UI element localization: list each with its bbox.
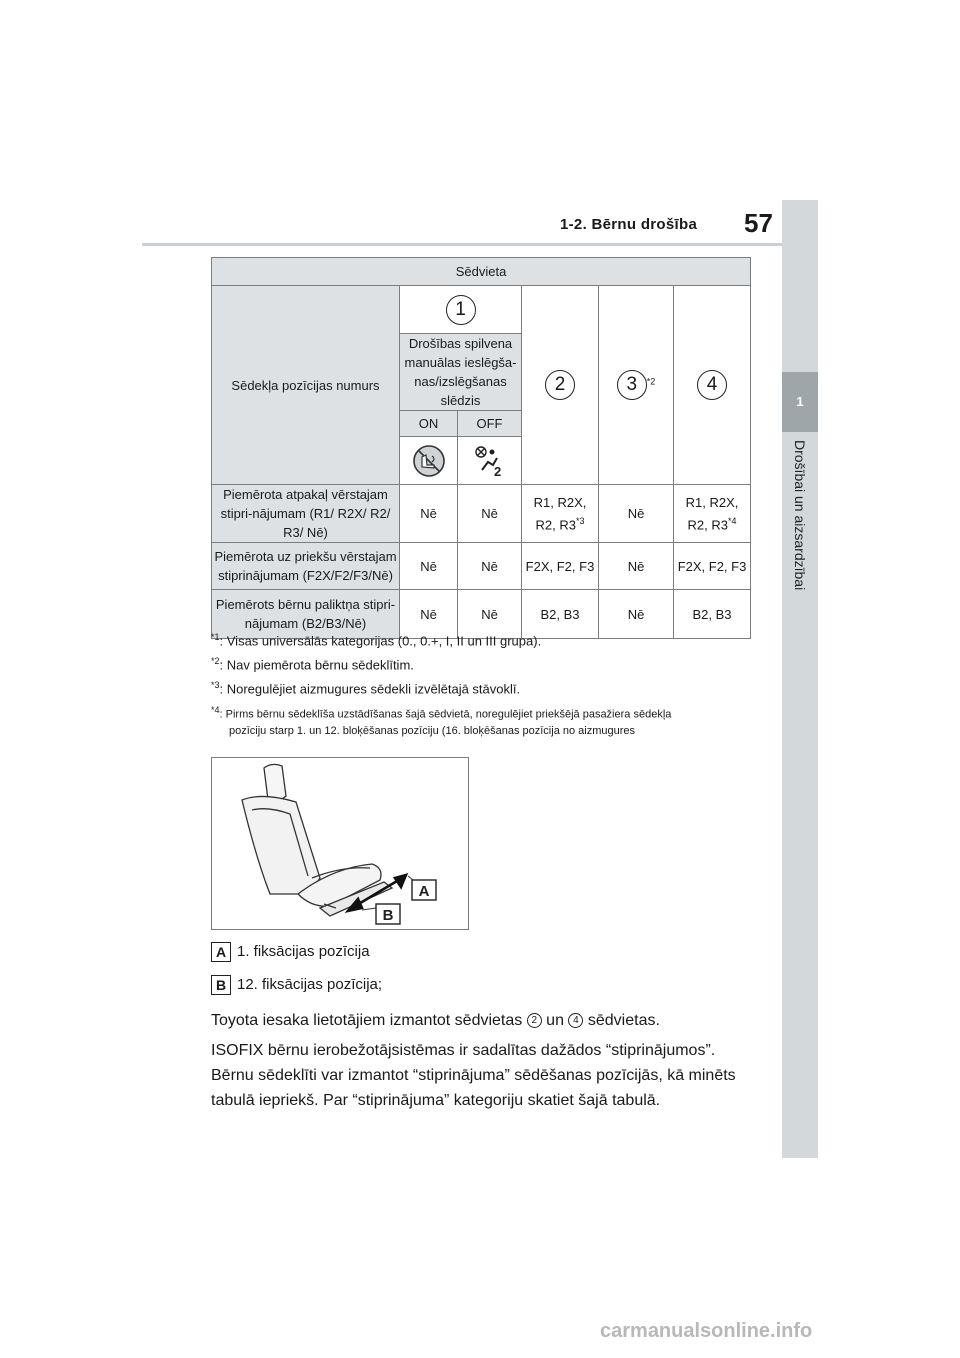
header-rule <box>142 243 782 246</box>
seat-4-header <box>674 286 751 485</box>
airbag-on-cell <box>400 437 458 485</box>
seat-drawing <box>212 758 468 929</box>
paragraph-recommendation <box>211 1012 660 1030</box>
table-row <box>212 485 751 543</box>
cell-seat-4-text: R1, R2X, R2, R3 <box>685 494 739 533</box>
chapter-title-text: Drošībai un aizsardzībai <box>792 440 808 591</box>
table-row <box>212 543 751 590</box>
footnote-mark: *3 <box>211 680 220 690</box>
cell-off: Nē <box>458 485 522 543</box>
footnote-text: : Pirms bērnu sēdeklīša uzstādīšanas šajā sēdvietā, noregulējiet priekšējā pasažiera sēdekļa <box>219 708 672 721</box>
seat-circle-2: 2 <box>527 1013 542 1028</box>
off-label: OFF <box>458 411 522 437</box>
cell-off: Nē <box>458 543 522 590</box>
page-number: 57 <box>744 208 773 238</box>
cell-on: Nē <box>400 543 458 590</box>
chapter-vertical-title <box>782 440 818 640</box>
footnote-mark: *4 <box>211 705 220 715</box>
seat-4-number: 4 <box>697 370 727 400</box>
p1-mid: un <box>546 1012 564 1029</box>
cell-seat-2: B2, B3 <box>522 590 599 639</box>
seat-2-header <box>522 286 599 485</box>
watermark: carmanualsonline.info <box>600 1320 813 1342</box>
chapter-tab[interactable]: 1 <box>782 372 818 432</box>
airbag-switch-label: Drošības spilvena manuālas ieslēgša-nas/izslēgšanas slēdzis <box>400 334 522 411</box>
footnote-3 <box>211 680 520 696</box>
airbag-off-icon <box>473 444 507 478</box>
cell-on: Nē <box>400 485 458 543</box>
footnote-mark: *1 <box>211 632 220 642</box>
cell-seat-2-note: *3 <box>575 515 585 526</box>
cell-seat-3: Nē <box>599 590 674 639</box>
footnote-4-line-2: pozīciju starp 1. un 12. bloķēšanas pozīciju (16. bloķēšanas pozīcija no aizmugures <box>229 725 636 737</box>
legend-a <box>211 942 370 962</box>
cell-on: Nē <box>400 590 458 639</box>
table-title: Sēdvieta <box>212 258 751 286</box>
seat-2-number: 2 <box>545 370 575 400</box>
cell-seat-3: Nē <box>599 543 674 590</box>
cell-seat-4: B2, B3 <box>674 590 751 639</box>
legend-text: 1. fiksācijas pozīcija <box>237 942 370 960</box>
seat-1-number: 1 <box>446 295 476 325</box>
paragraph-isofix-line-3: tabulā iepriekš. Par “stiprinājuma” kategoriju skatiet šajā tabulā. <box>211 1092 661 1109</box>
on-label: ON <box>400 411 458 437</box>
seat-3-note: *2 <box>646 376 656 387</box>
row-label: Piemērota uz priekšu vērstajam stiprinājumam (F2X/F2/F3/Nē) <box>212 543 400 590</box>
paragraph-isofix-line-1: ISOFIX bērnu ierobežotājsistēmas ir sadalītas dažādos “stiprinājumos”. <box>211 1042 716 1059</box>
seat-1-header <box>400 286 522 334</box>
legend-key: A <box>211 942 231 962</box>
p1-after: sēdvietas. <box>587 1012 660 1029</box>
cell-seat-2: F2X, F2, F3 <box>522 543 599 590</box>
footnote-text: : Noregulējiet aizmugures sēdekli izvēlētajā stāvoklī. <box>219 681 521 697</box>
figure-label-b: B <box>382 907 394 924</box>
row-label: Piemērots bērnu paliktņa stipri-nājumam (B2/B3/Nē) <box>212 590 400 639</box>
cell-seat-4-note: *4 <box>727 515 737 526</box>
footnote-text: : Visas universālās kategorijas (0., 0.+, I, II un III grupa). <box>219 633 542 649</box>
footnote-4 <box>211 705 671 721</box>
svg-text:2: 2 <box>493 463 501 478</box>
airbag-off-cell <box>458 437 522 485</box>
figure-label-a: A <box>418 883 430 900</box>
cell-seat-2-text: R1, R2X, R2, R3 <box>533 494 587 533</box>
seat-circle-4: 4 <box>568 1013 583 1028</box>
footnote-text: : Nav piemērota bērnu sēdeklītim. <box>219 657 414 673</box>
side-bar <box>782 200 818 1158</box>
legend-b <box>211 975 382 995</box>
cell-seat-4 <box>674 485 751 543</box>
row-header-seat-number: Sēdekļa pozīcijas numurs <box>212 286 400 485</box>
footnote-1 <box>211 632 541 648</box>
row-label: Piemērota atpakaļ vērstajam stipri-nājumam (R1/ R2X/ R2/ R3/ Nē) <box>212 485 400 543</box>
paragraph-isofix-line-2: Bērnu sēdeklīti var izmantot “stiprinājuma” sēdēšanas pozīcijās, kā minēts <box>211 1067 736 1084</box>
airbag-on-icon <box>412 444 446 478</box>
section-title: 1-2. Bērnu drošība <box>560 216 698 233</box>
seat-illustration <box>211 757 469 930</box>
cell-off: Nē <box>458 590 522 639</box>
legend-key: B <box>211 975 231 995</box>
footnote-2 <box>211 656 414 672</box>
footnote-mark: *2 <box>211 656 220 666</box>
cell-seat-3: Nē <box>599 485 674 543</box>
seat-3-number: 3 <box>617 370 647 400</box>
cell-seat-2 <box>522 485 599 543</box>
seat-3-header <box>599 286 674 485</box>
cell-seat-4: F2X, F2, F3 <box>674 543 751 590</box>
seat-suitability-table <box>211 257 751 639</box>
p1-before: Toyota iesaka lietotājiem izmantot sēdvietas <box>211 1012 523 1029</box>
legend-text: 12. fiksācijas pozīcija; <box>237 975 383 993</box>
